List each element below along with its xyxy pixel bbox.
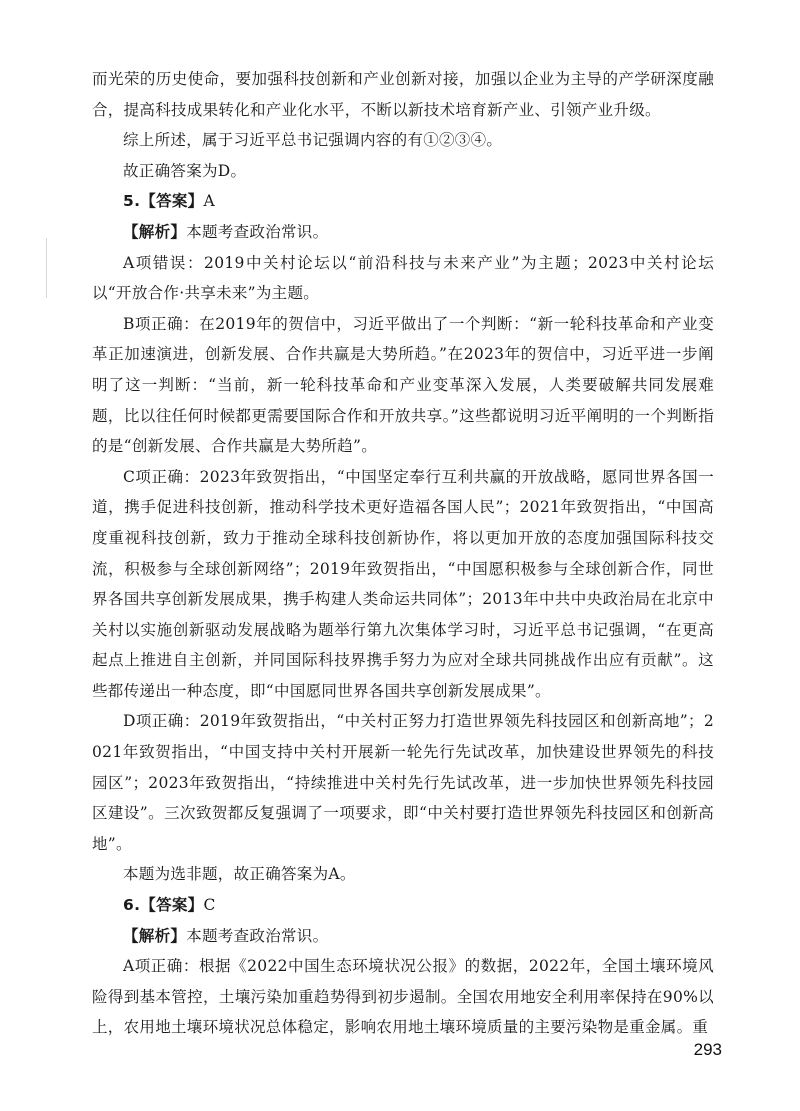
answer-tag: 5.【答案】 xyxy=(123,192,204,211)
paragraph-text: 故正确答案为D。 xyxy=(123,161,247,180)
paragraph-text: 本题考查政治常识。 xyxy=(186,222,329,241)
paragraph xyxy=(92,186,714,217)
paragraph xyxy=(92,951,714,1043)
paragraph xyxy=(92,462,714,707)
body-text xyxy=(92,64,714,1043)
page-number: 293 xyxy=(693,1040,722,1059)
paragraph-text: C xyxy=(203,896,216,915)
paragraph xyxy=(92,217,714,248)
paragraph xyxy=(92,248,714,309)
answer-tag: 【解析】 xyxy=(123,926,187,945)
paragraph-text: 本题考查政治常识。 xyxy=(186,926,329,945)
paragraph xyxy=(92,921,714,952)
paragraph-text: B项正确：在2019年的贺信中，习近平做出了一个判断：“新一轮科技革命和产业变革正加速演进，创新发展、合作共赢是大势所趋。”在2023年的贺信中，习近平进一步阐明了这一判断：“当前，新一轮科技革命和产业变革深入发展，人类要破解共同发展难题，比以往任何时候都更需要国际合作和开放共享。”这些都说明习近平阐明的一个判断指的是“创新发展、合作共赢是大势所趋”。 xyxy=(92,314,714,456)
paragraph xyxy=(92,156,714,187)
paragraph xyxy=(92,309,714,462)
answer-tag: 6.【答案】 xyxy=(123,896,204,915)
paragraph-text: C项正确：2023年致贺指出，“中国坚定奉行互利共赢的开放战略，愿同世界各国一道，携手促进科技创新，推动科学技术更好造福各国人民”；2021年致贺指出，“中国高度重视科技创新，致力于推动全球科技创新协作，将以更加开放的态度加强国际科技交流，积极参与全球创新网络”；2019年致贺指出，“中国愿积极参与全球创新合作，同世界各国共享创新发展成果，携手构建人类命运共同体”；2013年中共中央政治局在北京中关村以实施创新驱动发展战略为题举行第九次集体学习时，习近平总书记强调，“在更高起点上推进自主创新，并同国际科技界携手努力为应对全球共同挑战作出应有贡献”。这些都传递出一种态度，即“中国愿同世界各国共享创新发展成果”。 xyxy=(92,467,714,700)
paragraph-text: 而光荣的历史使命，要加强科技创新和产业创新对接，加强以企业为主导的产学研深度融合，提高科技成果转化和产业化水平，不断以新技术培育新产业、引领产业升级。 xyxy=(92,70,714,119)
answer-tag: 【解析】 xyxy=(123,222,187,241)
paragraph xyxy=(92,890,714,921)
paragraph xyxy=(92,64,714,125)
paragraph-text: A项正确：根据《2022中国生态环境状况公报》的数据，2022年，全国土壤环境风险得到基本管控，土壤污染加重趋势得到初步遏制。全国农用地安全利用率保持在90%以上，农用地土壤环境状况总体稳定，影响农用地土壤环境质量的主要污染物是重金属。重 xyxy=(92,957,714,1037)
paragraph xyxy=(92,706,714,859)
paragraph-text: A项错误：2019中关村论坛以“前沿科技与未来产业”为主题；2023中关村论坛以“开放合作·共享未来”为主题。 xyxy=(92,253,714,303)
paragraph xyxy=(92,859,714,890)
paragraph-text: D项正确：2019年致贺指出，“中关村正努力打造世界领先科技园区和创新高地”；2021年致贺指出，“中国支持中关村开展新一轮先行先试改革，加快建设世界领先的科技园区”；2023年致贺指出，“持续推进中关村先行先试改革，进一步加快世界领先科技园区建设”。三次致贺都反复强调了一项要求，即“中关村要打造世界领先科技园区和创新高地”。 xyxy=(92,712,714,853)
paragraph-text: 本题为选非题，故正确答案为A。 xyxy=(123,865,356,884)
margin-mark xyxy=(46,238,47,298)
paragraph-text: 综上所述，属于习近平总书记强调内容的有①②③④。 xyxy=(123,131,503,150)
paragraph xyxy=(92,125,714,156)
paragraph-text: A xyxy=(203,192,215,211)
